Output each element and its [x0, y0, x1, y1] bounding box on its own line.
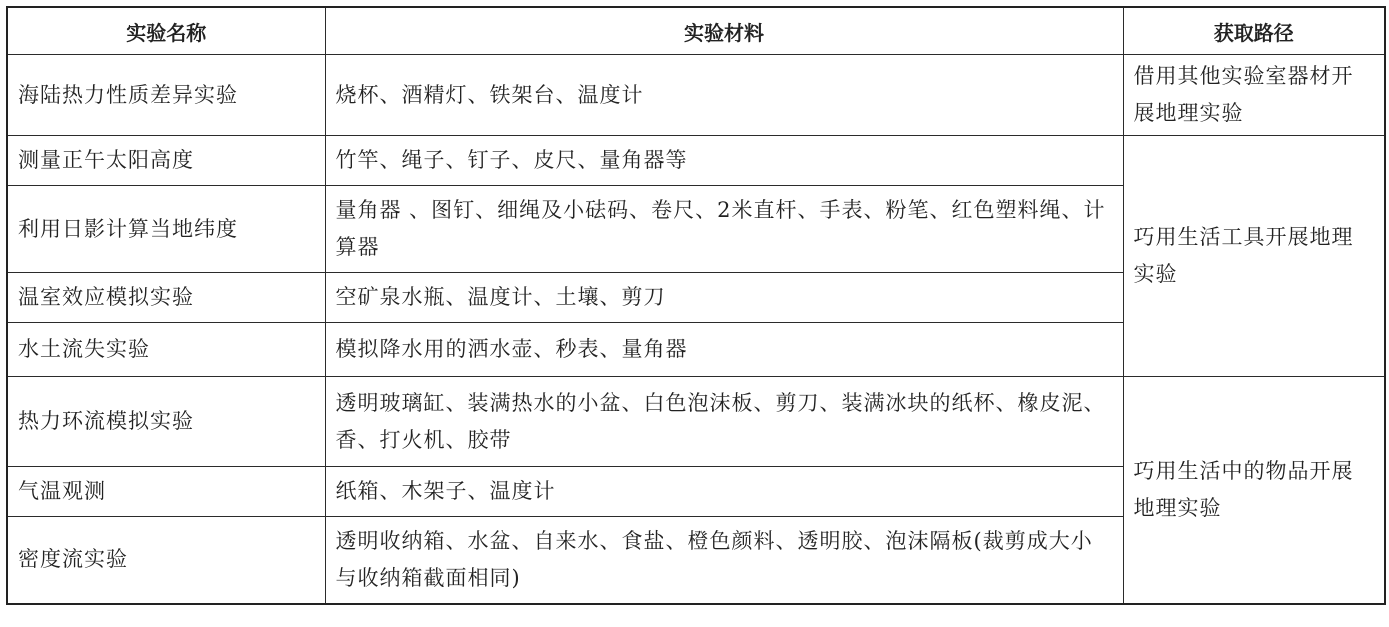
experiment-name-cell: 测量正午太阳高度	[7, 136, 325, 186]
experiment-name-cell: 密度流实验	[7, 517, 325, 604]
header-experiment-name: 实验名称	[7, 7, 325, 55]
experiment-name-cell: 温室效应模拟实验	[7, 273, 325, 323]
materials-cell: 纸箱、木架子、温度计	[325, 467, 1123, 517]
experiment-name-cell: 气温观测	[7, 467, 325, 517]
path-cell: 巧用生活工具开展地理实验	[1123, 136, 1385, 377]
header-materials: 实验材料	[325, 7, 1123, 55]
experiments-table	[6, 6, 1386, 605]
materials-cell: 空矿泉水瓶、温度计、土壤、剪刀	[325, 273, 1123, 323]
materials-cell: 烧杯、酒精灯、铁架台、温度计	[325, 55, 1123, 136]
materials-cell: 模拟降水用的洒水壶、秒表、量角器	[325, 323, 1123, 377]
experiment-name-cell: 水土流失实验	[7, 323, 325, 377]
table-row	[7, 55, 1385, 136]
path-cell: 借用其他实验室器材开展地理实验	[1123, 55, 1385, 136]
materials-cell: 透明收纳箱、水盆、自来水、食盐、橙色颜料、透明胶、泡沫隔板(裁剪成大小与收纳箱截面相同)	[325, 517, 1123, 604]
table-row	[7, 136, 1385, 186]
experiment-name-cell: 热力环流模拟实验	[7, 377, 325, 467]
path-cell: 巧用生活中的物品开展地理实验	[1123, 377, 1385, 604]
experiment-name-cell: 海陆热力性质差异实验	[7, 55, 325, 136]
header-row	[7, 7, 1385, 55]
materials-cell: 透明玻璃缸、装满热水的小盆、白色泡沫板、剪刀、装满冰块的纸杯、橡皮泥、香、打火机、胶带	[325, 377, 1123, 467]
experiment-name-cell: 利用日影计算当地纬度	[7, 186, 325, 273]
materials-cell: 量角器 、图钉、细绳及小砝码、卷尺、2米直杆、手表、粉笔、红色塑料绳、计算器	[325, 186, 1123, 273]
materials-cell: 竹竿、绳子、钉子、皮尺、量角器等	[325, 136, 1123, 186]
table-row	[7, 377, 1385, 467]
header-acquisition-path: 获取路径	[1123, 7, 1385, 55]
